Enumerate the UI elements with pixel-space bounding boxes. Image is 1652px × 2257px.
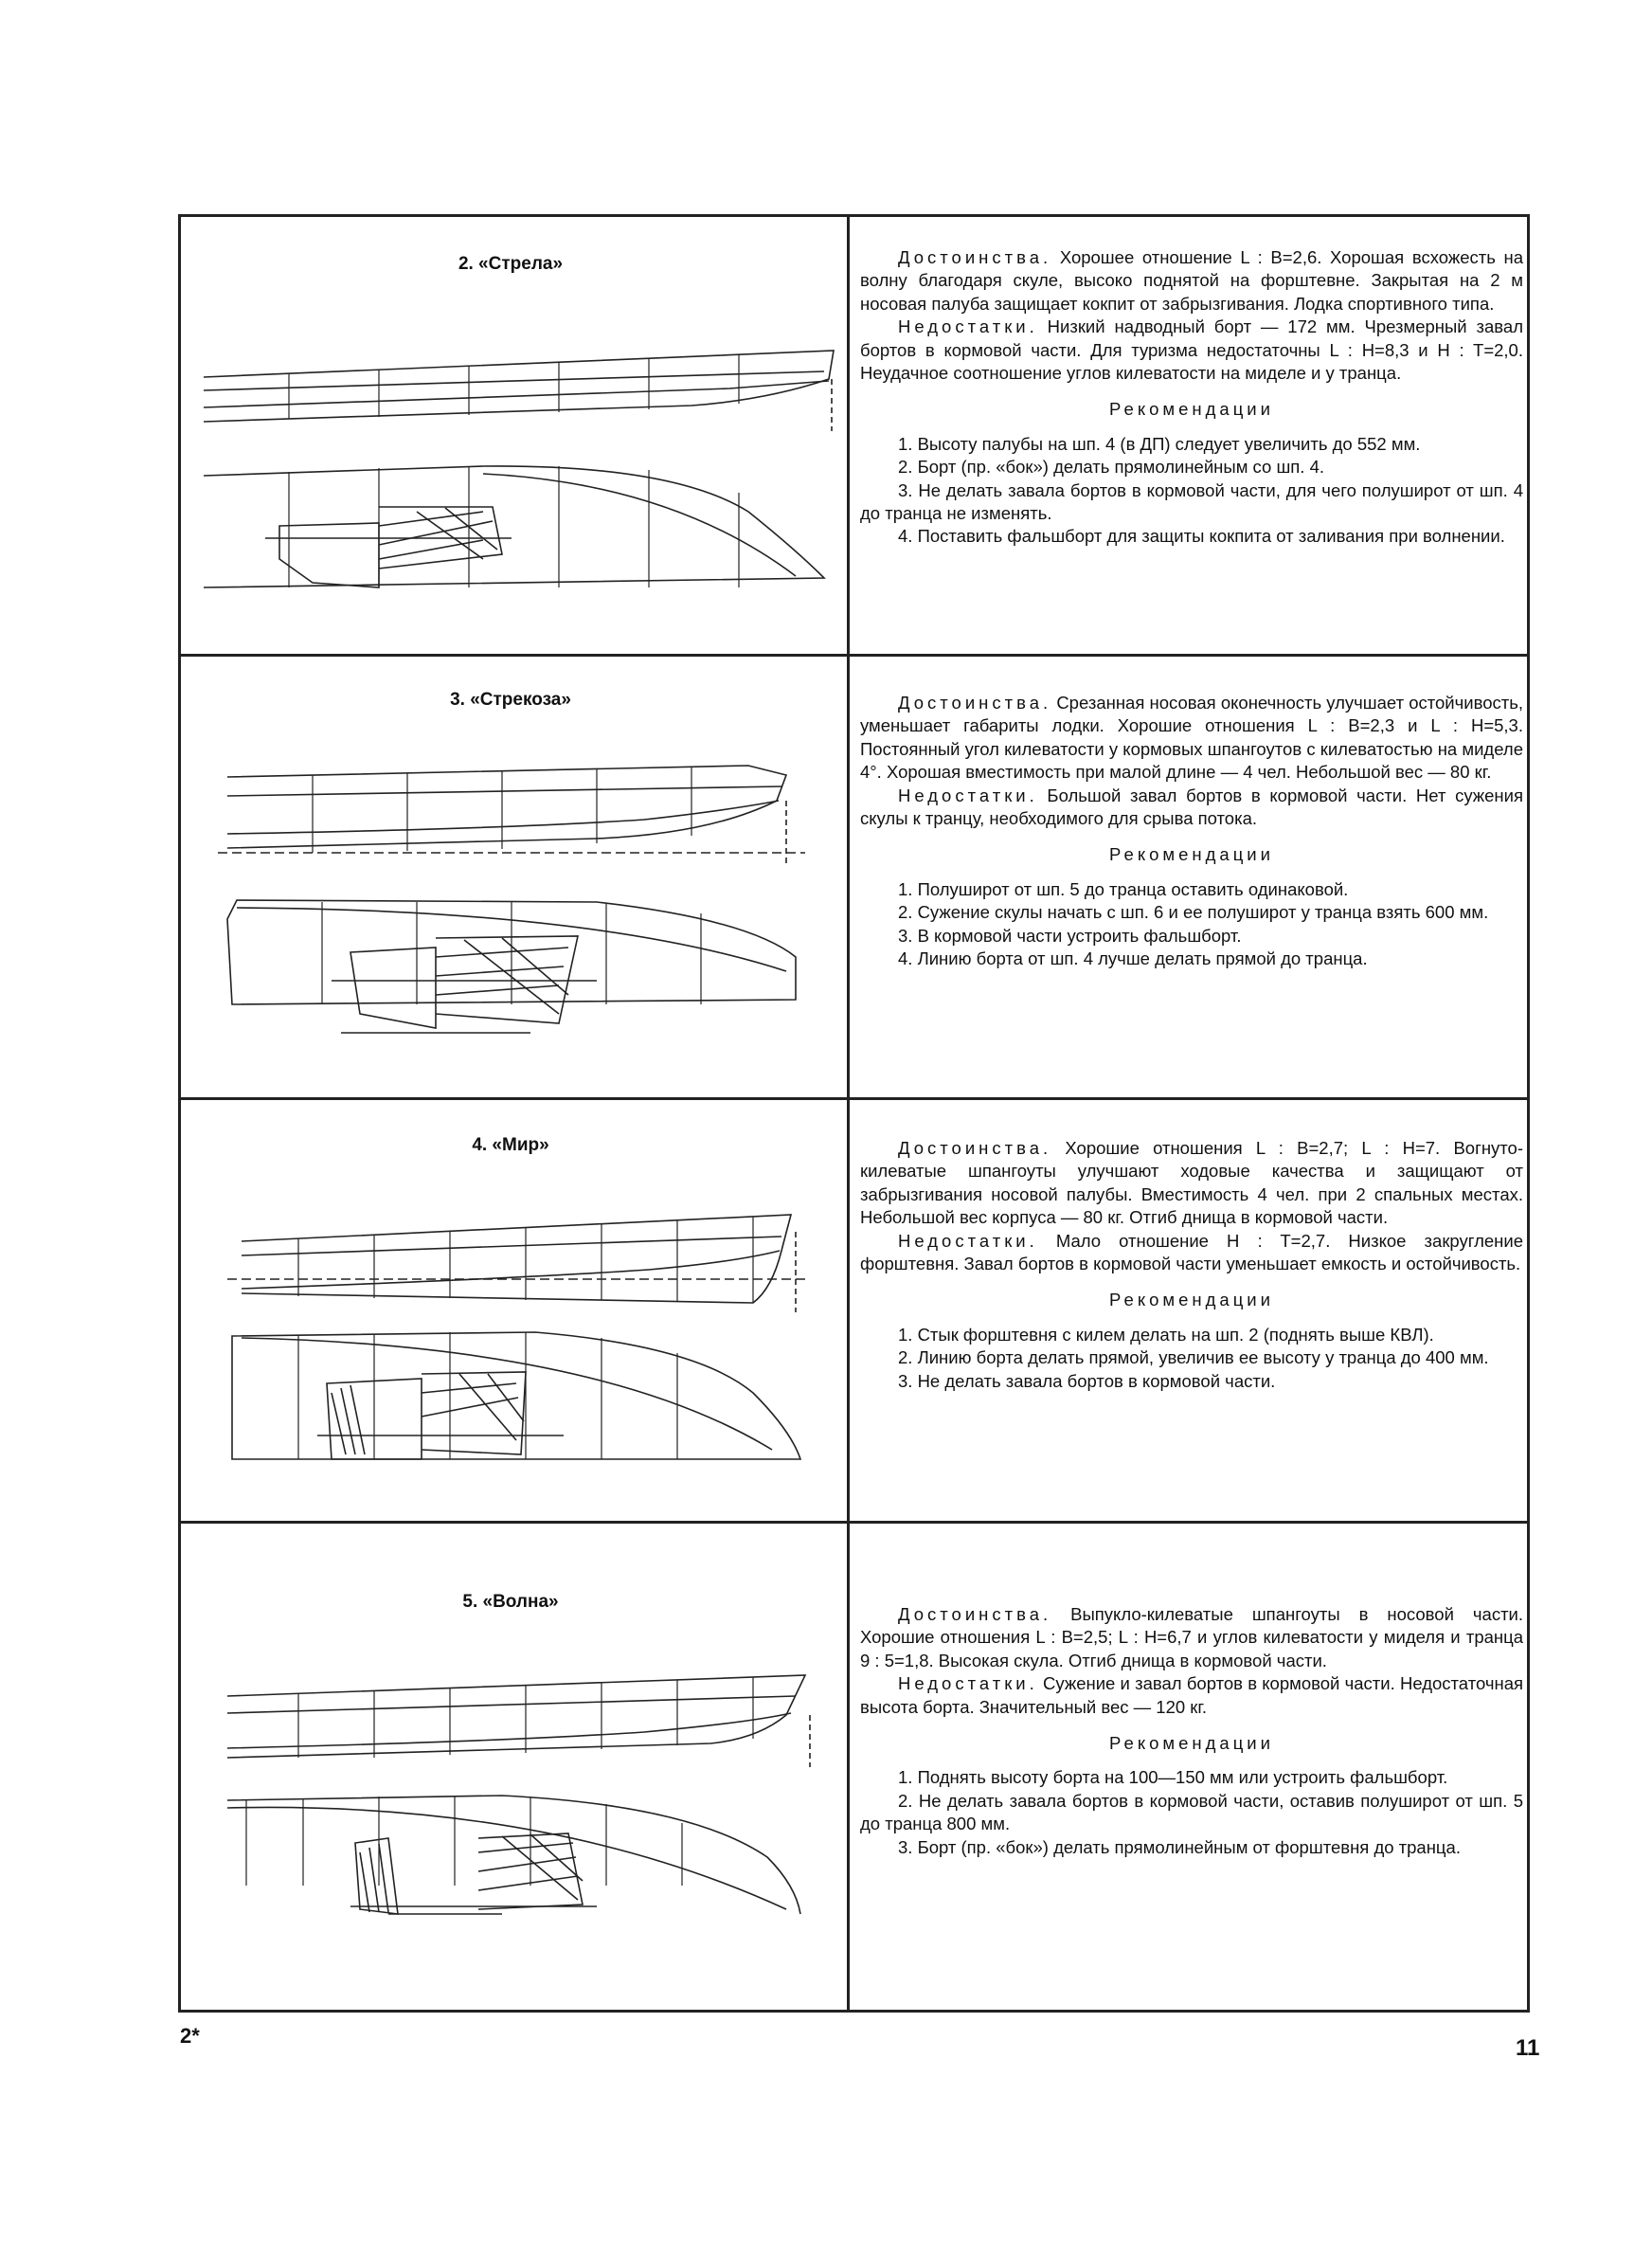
defects-text: Сужение и завал бортов в кормовой части. Недостаточная высота борта. Значительный вес — 120 кг. xyxy=(860,1673,1524,1717)
boat-drawing-mir-profile xyxy=(223,1194,829,1317)
boat-title-strekoza: 3. «Стрекоза» xyxy=(450,690,571,710)
merits-label: Достоинства. xyxy=(898,1604,1052,1624)
boat-drawing-strekoza-plan xyxy=(218,881,824,1042)
merits-label: Достоинства. xyxy=(898,1138,1052,1158)
boat-drawing-volna-profile xyxy=(218,1668,824,1772)
recommendation-item: 3. Не делать завала бортов в кормовой части. xyxy=(898,1370,1276,1391)
boat-text-mir xyxy=(860,1137,1523,1393)
recommendation-item: 2. Не делать завала бортов в кормовой части, оставив полуширот от шп. 5 до транца 800 мм. xyxy=(860,1790,1523,1834)
boat-drawing-strekoza-profile xyxy=(218,758,824,872)
recommendation-item: 4. Линию борта от шп. 4 лучше делать прямой до транца. xyxy=(898,948,1368,969)
recommendation-item: 3. Борт (пр. «бок») делать прямолинейным от форштевня до транца. xyxy=(898,1836,1461,1857)
boat-drawing-volna-plan xyxy=(218,1781,824,1923)
recommendation-item: 4. Поставить фальшборт для защиты кокпита от заливания при волнении. xyxy=(898,526,1505,547)
boat-title-volna: 5. «Волна» xyxy=(462,1592,559,1612)
row-divider-2 xyxy=(178,1097,1530,1100)
recommendation-item: 1. Поднять высоту борта на 100—150 мм или устроить фальшборт. xyxy=(898,1767,1448,1788)
merits-text: Выпукло-килеватые шпангоуты в носовой части. Хорошие отношения L : B=2,5; L : H=6,7 и углов килеватости у миделя и транца 9 : 5=1,8. Высокая скула. Отгиб днища в кормовой части. xyxy=(860,1604,1524,1670)
boat-drawing-mir-plan xyxy=(223,1327,829,1469)
row-divider-1 xyxy=(178,654,1530,657)
defects-label: Недостатки. xyxy=(898,1230,1038,1251)
page-number: 11 xyxy=(1516,2035,1540,2061)
recommendation-item: 2. Борт (пр. «бок») делать прямолинейным со шп. 4. xyxy=(898,457,1325,478)
recommendation-item: 2. Сужение скулы начать с шп. 6 и ее полуширот у транца взять 600 мм. xyxy=(898,902,1489,923)
row-divider-top xyxy=(178,214,1530,217)
recommendation-item: 1. Высоту палубы на шп. 4 (в ДП) следует увеличить до 552 мм. xyxy=(898,433,1421,454)
recommendations-heading: Рекомендации xyxy=(1109,1733,1274,1754)
defects-text: Мало отношение H : T=2,7. Низкое закругление форштевня. Завал бортов в кормовой части уменьшает емкость и остойчивость. xyxy=(860,1230,1524,1274)
defects-label: Недостатки. xyxy=(898,316,1038,337)
recommendations-heading: Рекомендации xyxy=(1109,844,1274,865)
boat-title-mir: 4. «Мир» xyxy=(472,1135,549,1155)
boat-text-strekoza xyxy=(860,692,1523,970)
row-divider-3 xyxy=(178,1521,1530,1524)
defects-text: Низкий надводный борт — 172 мм. Чрезмерный завал бортов в кормовой части. Для туризма недостаточны L : H=8,3 и H : T=2,0. Неудачное соотношение углов килеватости на миделе и у транца. xyxy=(860,316,1523,384)
merits-text: Срезанная носовая оконечность улучшает остойчивость, уменьшает габариты лодки. Хорошие отношения L : B=2,3 и L : H=5,3. Постоянный угол килеватости у кормовых шпангоутов с килеватостью на миделе 4°. Хорошая вместимость при малой длине — 4 чел. Небольшой вес — 80 кг. xyxy=(860,693,1524,783)
recommendation-item: 3. Не делать завала бортов в кормовой части, для чего полуширот от шп. 4 до транца не изменять. xyxy=(860,479,1523,524)
boat-text-volna xyxy=(860,1603,1523,1859)
boat-title-strela: 2. «Стрела» xyxy=(458,254,564,274)
recommendation-item: 3. В кормовой части устроить фальшборт. xyxy=(898,925,1242,946)
recommendation-item: 1. Стык форштевня с килем делать на шп. 2 (поднять выше КВЛ). xyxy=(898,1324,1434,1345)
defects-text: Большой завал бортов в кормовой части. Нет сужения скулы к транцу, необходимого для срыва потока. xyxy=(860,785,1524,829)
boat-drawing-strela-plan xyxy=(199,455,843,597)
defects-label: Недостатки. xyxy=(898,785,1038,805)
defects-label: Недостатки. xyxy=(898,1673,1038,1694)
column-divider xyxy=(847,214,850,2013)
merits-text: Хорошие отношения L : B=2,7; L : H=7. Вогнуто-килеватые шпангоуты улучшают ходовые качества и защищают от забрызгивания носовой палубы. Вместимость 4 чел. при 2 спальных местах. Небольшой вес корпуса — 80 кг. Отгиб днища в кормовой части. xyxy=(860,1138,1524,1228)
merits-label: Достоинства. xyxy=(898,693,1052,713)
recommendation-item: 1. Полуширот от шп. 5 до транца оставить одинаковой. xyxy=(898,878,1349,899)
recommendation-item: 2. Линию борта делать прямой, увеличив ее высоту у транца до 400 мм. xyxy=(898,1347,1489,1368)
boat-drawing-strela-profile xyxy=(199,341,843,436)
recommendations-heading: Рекомендации xyxy=(1109,399,1274,420)
recommendations-heading: Рекомендации xyxy=(1109,1290,1274,1310)
merits-label: Достоинства. xyxy=(898,247,1052,267)
merits-text: Хорошее отношение L : B=2,6. Хорошая всхожесть на волну благодаря скуле, высоко поднятой на форштевне. Закрытая на 2 м носовая палуба защищает кокпит от забрызгивания. Лодка спортивного типа. xyxy=(860,247,1523,314)
signature-mark: 2* xyxy=(180,2024,200,2048)
boat-text-strela xyxy=(860,246,1523,549)
